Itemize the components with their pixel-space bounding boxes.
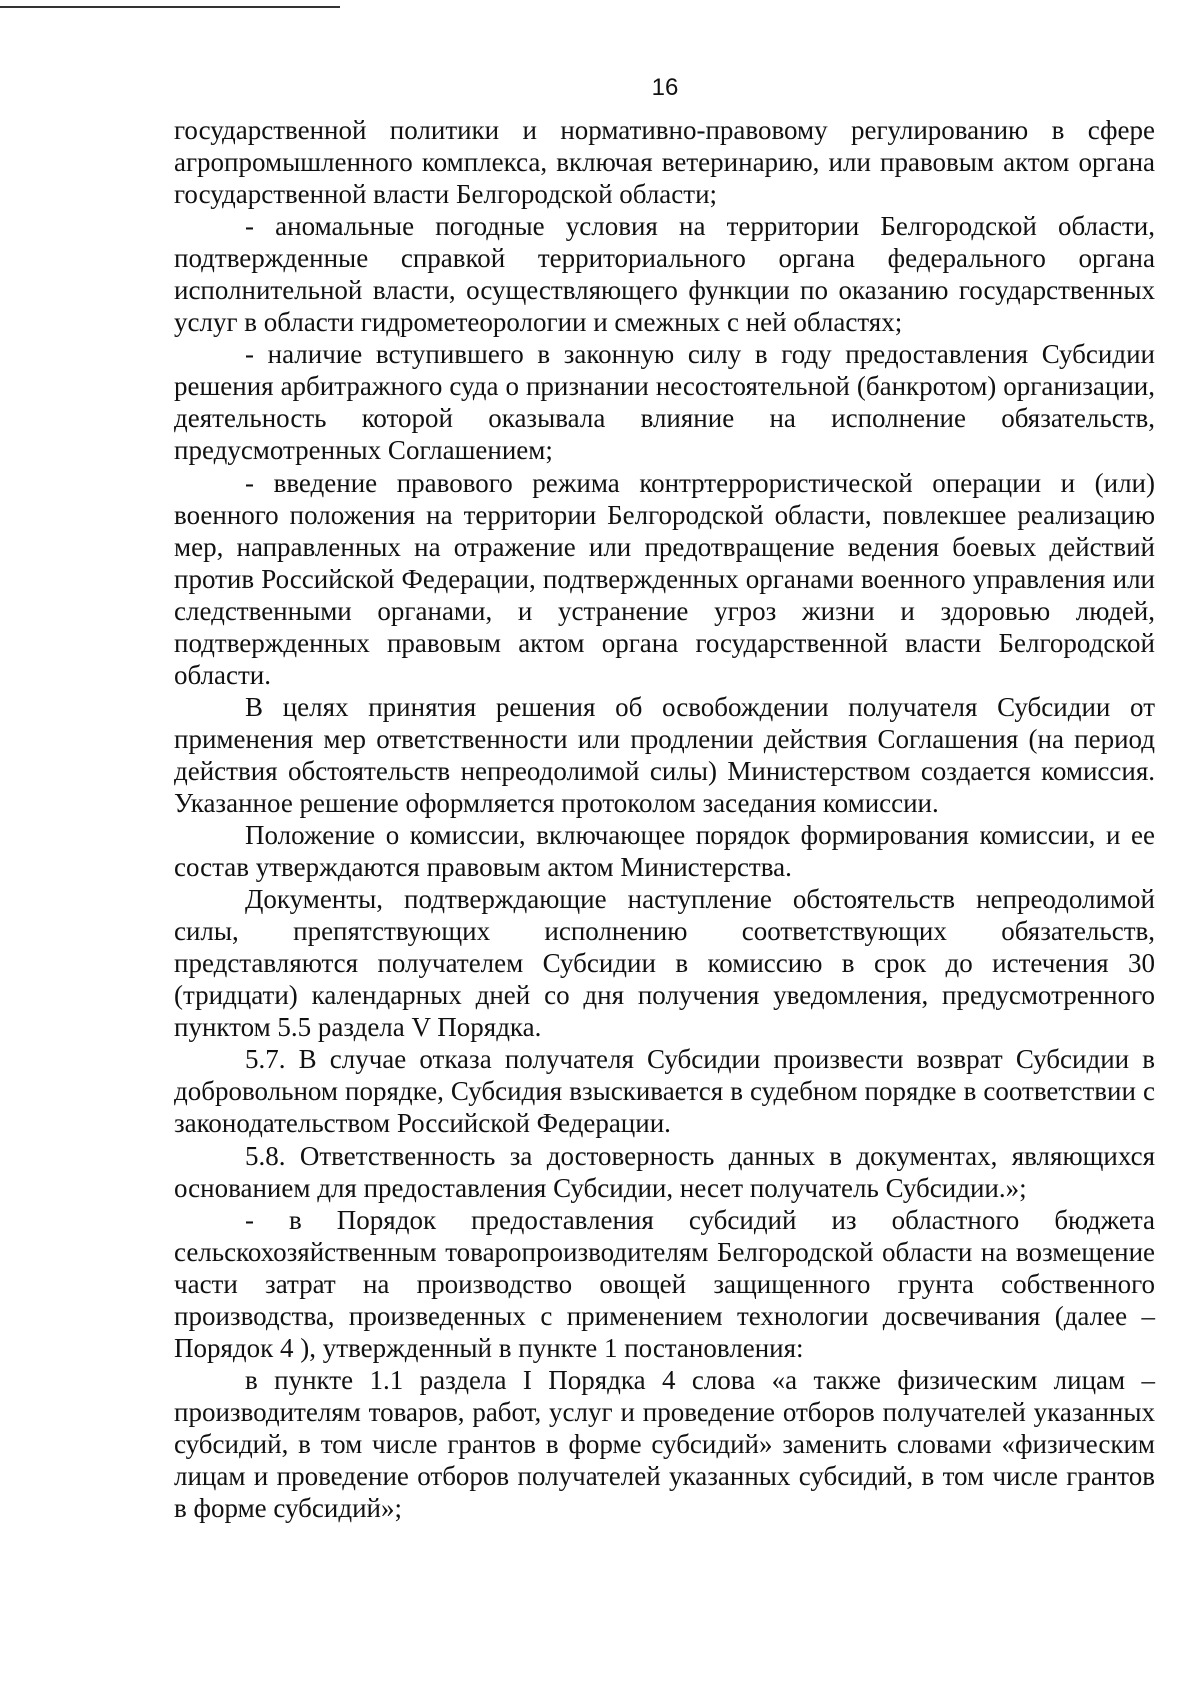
page-number: 16 bbox=[651, 74, 679, 101]
paragraph-section-5-7: 5.7. В случае отказа получателя Субсидии произвести возврат Субсидии в добровольном порядке, Субсидия взыскивается в судебном порядке в соответствии с законодательством Российской Федерации. bbox=[174, 1044, 1155, 1139]
paragraph-continuation: государственной политики и нормативно-правовому регулированию в сфере агропромышленного комплекса, включая ветеринарию, или правовым актом органа государственной власти Белгородской области; bbox=[174, 115, 1155, 210]
paragraph-clause-1-1: в пункте 1.1 раздела I Порядка 4 слова «а также физическим лицам – производителям товаров, работ, услуг и проведение отборов получателей указанных субсидий, в том числе грантов в форме субсидий» заменить словами «физическим лицам и проведение отборов получателей указанных субсидий, в том числе грантов в форме субсидий»; bbox=[174, 1364, 1155, 1524]
document-body bbox=[174, 114, 1155, 1524]
paragraph-martial-law: - введение правового режима контртеррористической операции и (или) военного положения на территории Белгородской области, повлекшее реализацию мер, направленных на отражение или предотвращение ведения боевых действий против Российской Федерации, подтвержденных органами военного управления или следственными органами, и устранение угроз жизни и здоровью людей, подтвержденных правовым актом органа государственной власти Белгородской области. bbox=[174, 467, 1155, 690]
paragraph-documents-submission: Документы, подтверждающие наступление обстоятельств непреодолимой силы, препятствующих исполнению соответствующих обязательств, представляются получателем Субсидии в комиссию в срок до истечения 30 (тридцати) календарных дней со дня получения уведомления, предусмотренного пунктом 5.5 раздела V Порядка. bbox=[174, 884, 1155, 1043]
paragraph-bankruptcy: - наличие вступившего в законную силу в году предоставления Субсидии решения арбитражного суда о признании несостоятельной (банкротом) организации, деятельность которой оказывала влияние на исполнение обязательств, предусмотренных Соглашением; bbox=[174, 339, 1155, 466]
paragraph-commission-creation: В целях принятия решения об освобождении получателя Субсидии от применения мер ответственности или продлении действия Соглашения (на период действия обстоятельств непреодолимой силы) Министерством создается комиссия. Указанное решение оформляется протоколом заседания комиссии. bbox=[174, 691, 1155, 818]
top-edge-line bbox=[0, 6, 340, 8]
paragraph-commission-regulation: Положение о комиссии, включающее порядок формирования комиссии, и ее состав утверждаются правовым актом Министерства. bbox=[174, 820, 1155, 883]
paragraph-procedure-4: - в Порядок предоставления субсидий из областного бюджета сельскохозяйственным товаропроизводителям Белгородской области на возмещение части затрат на производство овощей защищенного грунта собственного производства, произведенных с применением технологии досвечивания (далее – Порядок 4 ), утвержденный в пункте 1 постановления: bbox=[174, 1204, 1155, 1363]
paragraph-section-5-8: 5.8. Ответственность за достоверность данных в документах, являющихся основанием для предоставления Субсидии, несет получатель Субсидии.»; bbox=[174, 1140, 1155, 1203]
paragraph-weather-conditions: - аномальные погодные условия на территории Белгородской области, подтвержденные справкой территориального органа федерального органа исполнительной власти, осуществляющего функции по оказанию государственных услуг в области гидрометеорологии и смежных с ней областях; bbox=[174, 211, 1155, 338]
